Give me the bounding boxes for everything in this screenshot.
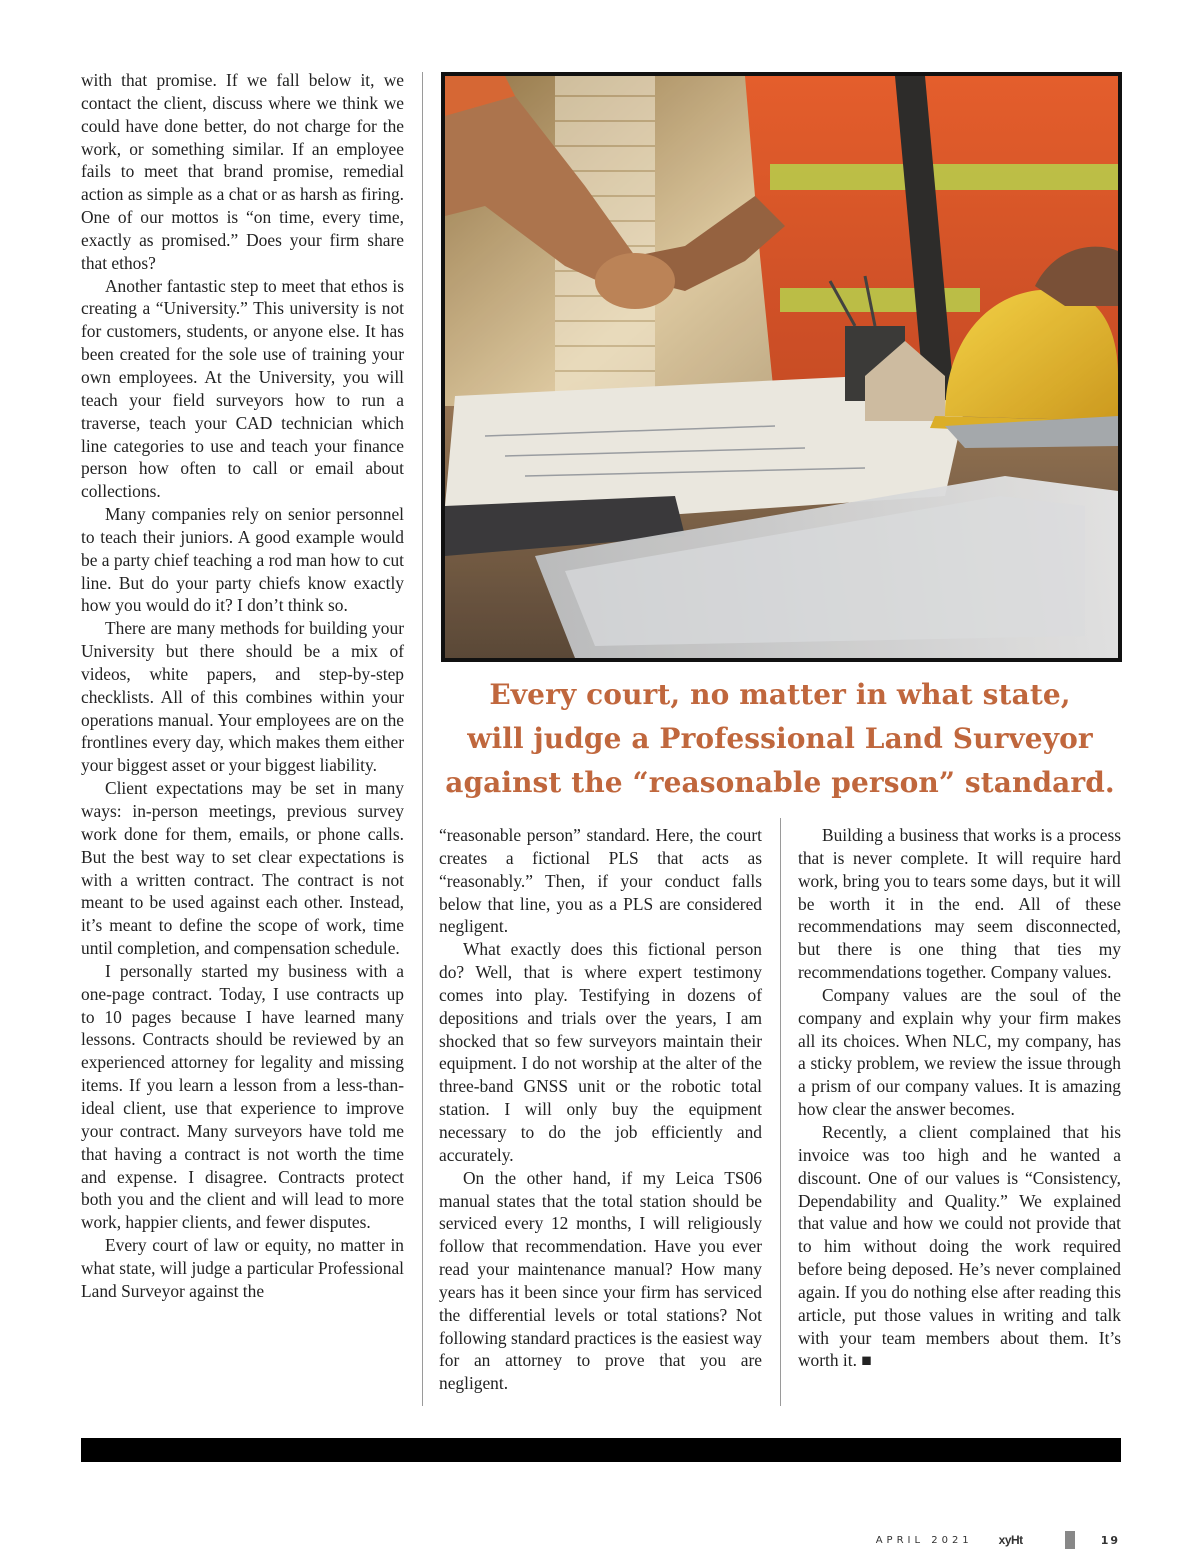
folio bbox=[876, 1530, 1120, 1550]
paragraph: I personally started my business with a one-page contract. Today, I use contracts up to 10 pages because I have learned many lessons. Contracts should be reviewed by an experienced attorney for legality and missing items. If you learn a lesson from a less-than-ideal client, use that experience to improve your contract. Many surveyors have told me that having a contract is not worth the time and expense. I disagree. Contracts protect both you and the client and will lead to more work, happier clients, and fewer disputes. bbox=[81, 960, 404, 1233]
paragraph: Recently, a client complained that his invoice was too high and he wanted a discount. One of our values is “Consistency, Dependability and Quality.” We explained that value and how we could not provide that to him without doing the work required before being deposed. He’s never complained again. If you do nothing else after reading this article, put those values in writing and talk with your team members about them. It’s worth it. ■ bbox=[798, 1121, 1121, 1371]
paragraph: Another fantastic step to meet that ethos is creating a “University.” This university is not for customers, students, or anyone else. It has been created for the sole use of training your own employees. At the University, you will teach your field surveyors how to run a traverse, teach your CAD technician which line categories to use and teach your finance person how often to call or email about collections. bbox=[81, 275, 404, 502]
pull-quote-line: will judge a Professional Land Surveyor bbox=[467, 722, 1093, 755]
paragraph: with that promise. If we fall below it, we contact the client, discuss where we think we could have done better, do not charge for the work, or something similar. If an employee fails to meet that brand promise, remedial action as simple as a chat or as harsh as firing. One of our mottos is “on time, every time, exactly as promised.” Does your firm share that ethos? bbox=[81, 70, 404, 273]
pull-quote bbox=[440, 673, 1120, 805]
article-column-right bbox=[798, 824, 1121, 1372]
article-column-left bbox=[81, 69, 404, 1303]
pull-quote-line: against the “reasonable person” standard. bbox=[445, 766, 1115, 799]
magazine-name: xyHt bbox=[998, 1533, 1023, 1547]
page-number: 19 bbox=[1100, 1533, 1120, 1547]
folio-separator bbox=[1065, 1531, 1075, 1549]
paragraph: “reasonable person” standard. Here, the court creates a fictional PLS that acts as “reasonably.” Then, if your conduct falls below that line, you as a PLS are considered negligent. bbox=[439, 825, 762, 937]
column-divider bbox=[422, 72, 423, 1406]
paragraph: What exactly does this fictional person do? Well, that is where expert testimony comes into play. Testifying in dozens of depositions and trials over the years, I am shocked that so few surveyors maintain their equipment. I do not worship at the alter of the three-band GNSS unit or the robotic total station. I will only buy the equipment necessary to do the job efficiently and accurately. bbox=[439, 939, 762, 1165]
article-photo bbox=[441, 72, 1122, 662]
footer-bar bbox=[81, 1438, 1121, 1462]
paragraph: Company values are the soul of the company and explain why your firm makes all its choices. When NLC, my company, has a sticky problem, we review the issue through a prism of our company values. It is amazing how clear the answer becomes. bbox=[798, 984, 1121, 1120]
paragraph: There are many methods for building your University but there should be a mix of videos, white papers, and step-by-step checklists. All of this combines within your operations manual. Your employees are on the frontlines every day, which makes them either your biggest asset or your biggest liability. bbox=[81, 618, 404, 776]
pull-quote-line: Every court, no matter in what state, bbox=[489, 678, 1071, 711]
column-divider bbox=[780, 818, 781, 1406]
paragraph: Every court of law or equity, no matter in what state, will judge a particular Professional Land Surveyor against the bbox=[81, 1235, 404, 1301]
paragraph: Building a business that works is a process that is never complete. It will require hard work, bring you to tears some days, but it will be worth it in the end. All of these recommendations may seem disconnected, but there is one thing that ties my recommendations together. Company values. bbox=[798, 825, 1121, 983]
paragraph: Many companies rely on senior personnel to teach their juniors. A good example would be a party chief teaching a rod man how to cut line. But do your party chiefs know exactly how you would do it? I don’t think so. bbox=[81, 504, 404, 616]
paragraph: Client expectations may be set in many ways: in-person meetings, previous survey work done for them, emails, or phone calls. But the best way to set clear expectations is with a written contract. The contract is not meant to be used against each other. Instead, it’s meant to define the scope of work, time until completion, and compensation schedule. bbox=[81, 778, 404, 959]
issue-date: APRIL 2021 bbox=[875, 1534, 973, 1546]
paragraph: On the other hand, if my Leica TS06 manual states that the total station should be serviced every 12 months, I will religiously follow that recommendation. Have you ever read your maintenance manual? How many years has it been since your firm has serviced the differential levels or total stations? Not following standard practices is the easiest way for an attorney to prove that you are negligent. bbox=[439, 1167, 762, 1394]
article-column-middle bbox=[439, 824, 762, 1395]
